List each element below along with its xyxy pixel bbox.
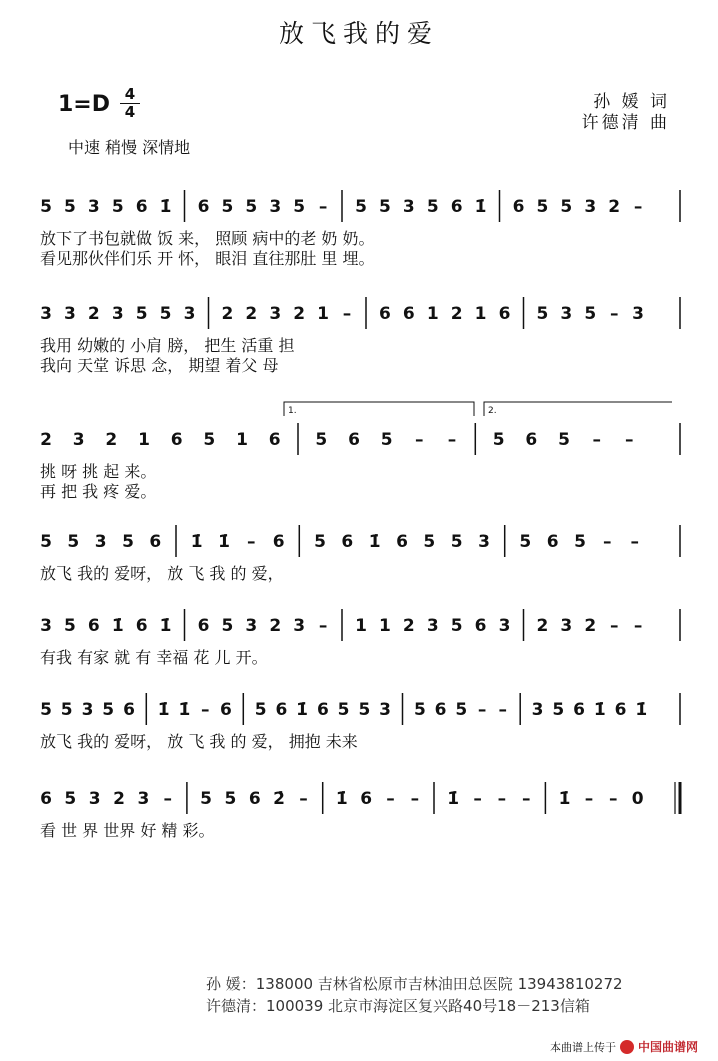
note: 2 bbox=[536, 616, 549, 636]
note: 6 bbox=[197, 197, 210, 217]
note: 3 bbox=[111, 304, 124, 324]
note: 1̇ bbox=[190, 532, 203, 552]
note: 2 bbox=[113, 789, 125, 809]
note: – bbox=[386, 789, 395, 809]
note: 6 bbox=[275, 700, 288, 720]
note: 1̇ bbox=[635, 700, 648, 720]
note: – bbox=[584, 789, 594, 809]
note: 3 bbox=[632, 304, 645, 324]
note: – bbox=[318, 197, 328, 217]
note: 1 bbox=[236, 430, 248, 450]
note: 5 bbox=[200, 789, 213, 809]
note: 6 bbox=[573, 700, 585, 720]
note: 1̇ bbox=[159, 616, 172, 636]
note: 1̇ bbox=[218, 532, 230, 552]
time-signature-bottom: 4 bbox=[124, 103, 136, 121]
note: 3 bbox=[560, 616, 573, 636]
volta-second-label: 2. bbox=[488, 406, 497, 416]
note: 3 bbox=[402, 197, 415, 217]
note: 3 bbox=[40, 616, 52, 636]
note: 6 bbox=[170, 430, 183, 450]
note: 5 bbox=[40, 197, 52, 217]
note: 2 bbox=[269, 616, 282, 636]
note: 6 bbox=[40, 789, 52, 809]
note: 5 bbox=[203, 430, 216, 450]
note: 5 bbox=[224, 789, 237, 809]
note: 2 bbox=[608, 197, 621, 217]
note: – bbox=[318, 616, 328, 636]
note: 3 bbox=[269, 304, 282, 324]
note: 2 bbox=[105, 430, 118, 450]
note: 2 bbox=[87, 304, 100, 324]
note: – bbox=[200, 700, 210, 720]
note: 6 bbox=[474, 616, 487, 636]
lyricist-credit: 孙 媛 词 bbox=[593, 92, 670, 112]
note: 2 bbox=[245, 304, 258, 324]
note: 5 bbox=[574, 532, 586, 552]
note: 6 bbox=[123, 700, 135, 720]
note: – bbox=[625, 430, 634, 450]
note: 5 bbox=[423, 532, 436, 552]
note: 5 bbox=[254, 700, 267, 720]
note: 3 bbox=[478, 532, 490, 552]
note: 6 bbox=[360, 789, 373, 809]
note: 2 bbox=[293, 304, 306, 324]
note: 5 bbox=[102, 700, 115, 720]
note: – bbox=[342, 304, 352, 324]
note: 5 bbox=[426, 197, 439, 217]
note: 6 bbox=[348, 430, 360, 450]
note: 1̇ bbox=[447, 789, 460, 809]
time-signature-top: 4 bbox=[124, 85, 136, 103]
key-signature: 1=D bbox=[58, 92, 111, 117]
note: 5 bbox=[221, 197, 234, 217]
note: 5 bbox=[314, 532, 326, 552]
note: 5 bbox=[358, 700, 371, 720]
lyric-line: 有我 有家 就 有 幸福 花 儿 开。 bbox=[40, 648, 268, 667]
note: 5 bbox=[40, 700, 52, 720]
note: 3 bbox=[379, 700, 392, 720]
note: 6 bbox=[434, 700, 447, 720]
note: 3 bbox=[87, 197, 100, 217]
note: – bbox=[603, 532, 612, 552]
note: 3 bbox=[81, 700, 94, 720]
note: 3 bbox=[137, 789, 150, 809]
note: 2 bbox=[40, 430, 52, 450]
lyric-line: 看见那伙伴们乐 开 怀， 眼泪 直往那肚 里 埋。 bbox=[40, 249, 375, 268]
note: 5 bbox=[560, 197, 573, 217]
tempo-marking: 中速 稍慢 深情地 bbox=[68, 138, 191, 157]
note: 5 bbox=[355, 197, 367, 217]
note: 5 bbox=[519, 532, 532, 552]
note: – bbox=[410, 789, 420, 809]
note: – bbox=[299, 789, 308, 809]
lyric-line: 放飞 我的 爱呀， 放 飞 我 的 爱， 拥抱 未来 bbox=[40, 732, 358, 751]
note: 1̇ bbox=[159, 197, 172, 217]
note: 5 bbox=[450, 532, 463, 552]
note: 6 bbox=[546, 532, 559, 552]
note: 3 bbox=[560, 304, 573, 324]
note: – bbox=[415, 430, 424, 450]
note: 6 bbox=[248, 789, 261, 809]
lyric-line: 挑 呀 挑 起 来。 bbox=[40, 462, 157, 481]
note: 3 bbox=[183, 304, 196, 324]
note: 5 bbox=[67, 532, 80, 552]
note: – bbox=[447, 430, 457, 450]
note: 5 bbox=[536, 197, 549, 217]
volta-second-bracket bbox=[484, 402, 672, 416]
composer-credit: 许德清 曲 bbox=[581, 113, 670, 133]
note: 3 bbox=[94, 532, 107, 552]
note: 1̇ bbox=[558, 789, 571, 809]
note: 6 bbox=[498, 304, 511, 324]
note: 6 bbox=[149, 532, 162, 552]
note: 5 bbox=[245, 197, 258, 217]
note: 5 bbox=[380, 430, 393, 450]
note: 6 bbox=[341, 532, 354, 552]
note: 3 bbox=[584, 197, 597, 217]
note: 6 bbox=[87, 616, 100, 636]
note: 6 bbox=[614, 700, 627, 720]
note: 5 bbox=[315, 430, 328, 450]
upload-note bbox=[550, 1038, 698, 1055]
site-name: 中国曲谱网 bbox=[637, 1040, 698, 1054]
note: 5 bbox=[378, 197, 391, 217]
note: – bbox=[609, 304, 619, 324]
note: 5 bbox=[122, 532, 134, 552]
note: – bbox=[498, 700, 508, 720]
note: 5 bbox=[450, 616, 463, 636]
note: 5 bbox=[584, 304, 597, 324]
note: 1 bbox=[138, 430, 150, 450]
note: – bbox=[609, 616, 619, 636]
song-title: 放飞我的爱 bbox=[278, 19, 439, 48]
note: 5 bbox=[159, 304, 172, 324]
note: 6 bbox=[450, 197, 463, 217]
note: 3 bbox=[293, 616, 306, 636]
note: 5 bbox=[64, 789, 77, 809]
note: – bbox=[473, 789, 482, 809]
note: 2 bbox=[402, 616, 415, 636]
note: 1 bbox=[355, 616, 367, 636]
note: 3 bbox=[88, 789, 101, 809]
note: 1 bbox=[474, 304, 487, 324]
note: 6 bbox=[525, 430, 538, 450]
note: – bbox=[163, 789, 172, 809]
note: 2 bbox=[221, 304, 234, 324]
note: 6 bbox=[316, 700, 329, 720]
note: 2 bbox=[584, 616, 597, 636]
lyric-line: 放飞 我的 爱呀， 放 飞 我 的 爱， bbox=[40, 564, 284, 583]
note: 5 bbox=[63, 616, 76, 636]
note: 6 bbox=[219, 700, 232, 720]
footer-lyricist-address: 孙 媛：138000 吉林省松原市吉林油田总医院 13943810272 bbox=[206, 975, 623, 993]
note: 5 bbox=[558, 430, 570, 450]
note: 1 bbox=[426, 304, 439, 324]
note: 5 bbox=[293, 197, 306, 217]
note: 6 bbox=[512, 197, 525, 217]
note: 1̇ bbox=[335, 789, 348, 809]
note: 6 bbox=[197, 616, 210, 636]
note: 2 bbox=[450, 304, 463, 324]
footer-composer-address: 许德清：100039 北京市海淀区复兴路40号18－213信箱 bbox=[206, 997, 590, 1015]
note: 1̇ bbox=[474, 197, 487, 217]
lyric-line: 再 把 我 疼 爱。 bbox=[40, 482, 157, 501]
note: 3 bbox=[72, 430, 85, 450]
note: 5 bbox=[337, 700, 350, 720]
note: 6 bbox=[378, 304, 391, 324]
note: 6 bbox=[135, 616, 148, 636]
note: 2̇ bbox=[273, 789, 286, 809]
note: – bbox=[630, 532, 639, 552]
note: 1̇ bbox=[593, 700, 606, 720]
site-logo-icon bbox=[620, 1040, 634, 1054]
note: 3 bbox=[40, 304, 52, 324]
note: 5 bbox=[111, 197, 124, 217]
note: – bbox=[497, 789, 507, 809]
note: 5 bbox=[135, 304, 148, 324]
note: 3 bbox=[531, 700, 544, 720]
note: – bbox=[522, 789, 531, 809]
note: 1̇ bbox=[157, 700, 170, 720]
note: – bbox=[247, 532, 256, 552]
note: – bbox=[633, 197, 643, 217]
note: 5 bbox=[552, 700, 565, 720]
note: 3 bbox=[245, 616, 258, 636]
upload-label: 本曲谱上传于 bbox=[549, 1040, 616, 1054]
note: 3 bbox=[269, 197, 282, 217]
note: – bbox=[633, 616, 643, 636]
volta-first-label: 1. bbox=[288, 406, 297, 416]
volta-first-bracket bbox=[284, 402, 474, 416]
lyric-line: 我向 天堂 诉思 念， 期望 着父 母 bbox=[40, 356, 279, 375]
note: 1̇ bbox=[111, 616, 124, 636]
note: 3 bbox=[426, 616, 439, 636]
note: – bbox=[609, 789, 618, 809]
note: – bbox=[592, 430, 601, 450]
lyric-line: 放下了书包就做 饭 来， 照顾 病中的老 奶 奶。 bbox=[40, 229, 375, 248]
lyric-line: 我用 幼嫩的 小肩 膀， 把生 活重 担 bbox=[40, 336, 295, 355]
note: 1̇ bbox=[296, 700, 309, 720]
note: 0 bbox=[631, 789, 644, 809]
note: 3 bbox=[63, 304, 76, 324]
note: 5 bbox=[413, 700, 426, 720]
note: 6 bbox=[272, 532, 285, 552]
note: 6 bbox=[268, 430, 281, 450]
note: 1̇ bbox=[178, 700, 191, 720]
note: 5 bbox=[536, 304, 549, 324]
note: 3 bbox=[498, 616, 511, 636]
note: 5 bbox=[221, 616, 234, 636]
note: 5 bbox=[60, 700, 73, 720]
note: 5 bbox=[40, 532, 52, 552]
note: 5 bbox=[455, 700, 468, 720]
lyric-line: 看 世 界 世界 好 精 彩。 bbox=[40, 821, 215, 840]
note: 5 bbox=[492, 430, 505, 450]
note: 5 bbox=[63, 197, 76, 217]
note: 6 bbox=[135, 197, 148, 217]
note: – bbox=[477, 700, 487, 720]
note: 6 bbox=[396, 532, 408, 552]
note: 1 bbox=[317, 304, 330, 324]
note: 6 bbox=[402, 304, 415, 324]
note: 1 bbox=[378, 616, 391, 636]
note: 1̇ bbox=[368, 532, 381, 552]
